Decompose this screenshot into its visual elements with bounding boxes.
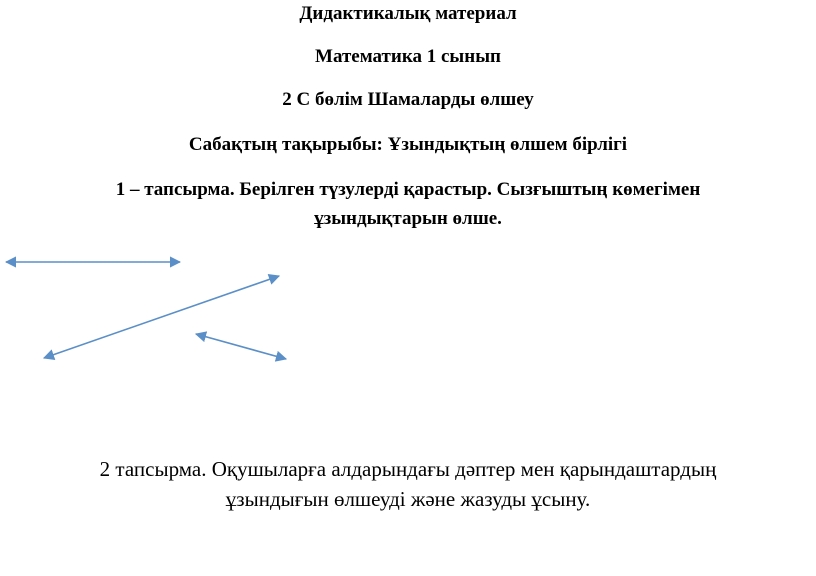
section-title: 2 С бөлім Шамаларды өлшеу xyxy=(282,89,534,110)
task2-text-line2: ұзындығын өлшеуді және жазуды ұсыну. xyxy=(225,487,591,511)
lesson-topic: Сабақтың тақырыбы: Ұзындықтың өлшем бірлігі xyxy=(188,134,628,155)
task1-text-line2: ұзындықтарын өлше. xyxy=(314,208,502,229)
subject-grade: Математика 1 сынып xyxy=(315,46,501,67)
task1-text-line1: 1 – тапсырма. Берілген түзулерді қарастыр. Сызғыштың көмегімен xyxy=(115,179,701,200)
arrow-segment-long-diagonal xyxy=(44,276,279,358)
arrow-segment-short-diagonal xyxy=(196,334,286,359)
task2-text-line1: 2 тапсырма. Оқушыларға алдарындағы дәптер мен қарындаштардың xyxy=(99,457,717,481)
document-title: Дидактикалық материал xyxy=(299,3,517,24)
